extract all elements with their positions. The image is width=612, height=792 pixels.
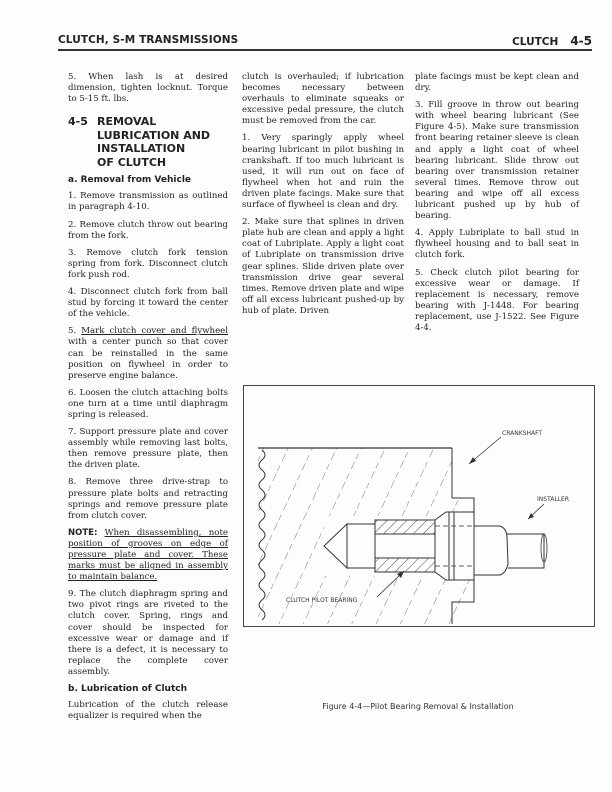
removal-step-9: 9. The clutch diaphragm spring and two pivot rings are riveted to the clutch cover. Spring, rings and cover should be inspected for excessive wear or damage and if there is a defect, it is necessary to replace the complete cover assembly. (68, 589, 228, 677)
note (68, 528, 228, 583)
underlined-text: Mark clutch cover and flywheel (81, 326, 228, 337)
label-clutch-pilot-bearing: CLUTCH PILOT BEARING (286, 597, 358, 604)
label-installer: INSTALLER (537, 496, 570, 503)
label-crankshaft: CRANKSHAFT (502, 430, 543, 437)
removal-step-7: 7. Support pressure plate and cover assembly while removing last bolts, then remove pressure plate, then the driven plate. (68, 427, 228, 471)
header-section-title: CLUTCH, S-M TRANSMISSIONS (58, 34, 239, 46)
section-heading (68, 115, 228, 169)
subheading-removal: a. Removal from Vehicle (68, 175, 192, 186)
pilot-bearing-diagram (244, 386, 594, 626)
note-label: NOTE: (68, 527, 98, 538)
subheading-lubrication: b. Lubrication of Clutch (68, 684, 187, 695)
removal-step-2: 2. Remove clutch throw out bearing from the fork. (68, 219, 228, 241)
figure-pilot-bearing (243, 385, 595, 627)
lubrication-intro-cont: clutch is overhauled; if lubrication becomes necessary between overhauls to eliminate squeaks or excessive pedal pressure, the clutch must be removed from the car. (242, 72, 404, 127)
removal-step-5 (68, 326, 228, 381)
removal-step-1: 1. Remove transmission as outlined in paragraph 4-10. (68, 191, 228, 213)
column-1 (68, 72, 228, 728)
lubrication-step-5: 5. Check clutch pilot bearing for excessive wear or damage. If replacement is necessary, remove bearing with J-1448. For bearing replacement, use J-1522. See Figure 4-4. (415, 267, 579, 333)
heading-line: LUBRICATION AND (97, 128, 211, 142)
section-number: 4-5 (68, 115, 88, 129)
header-chapter (512, 34, 592, 48)
running-header (58, 33, 592, 51)
heading-line: REMOVAL (97, 115, 157, 129)
step-number: 5. (68, 326, 77, 337)
note-text: When disassembling, note position of grooves on edge of pressure plate and cover. These marks must be aligned in assembly to maintain balance. (68, 527, 229, 583)
lubrication-step-4: 4. Apply Lubriplate to ball stud in flywheel housing and to ball seat in clutch fork. (415, 228, 579, 261)
heading-line: OF CLUTCH (97, 155, 167, 169)
lubrication-step-1: 1. Very sparingly apply wheel bearing lubricant in pilot bushing in crankshaft. If too much lubricant is used, it will run out on face of flywheel when hot and ruin the driven plate facings. Make sure that surface of flywheel is clean and dry. (242, 133, 404, 211)
removal-step-6: 6. Loosen the clutch attaching bolts one turn at a time until diaphragm spring is released. (68, 387, 228, 420)
lubrication-step-2-cont: plate facings must be kept clean and dry. (415, 72, 579, 94)
removal-step-3: 3. Remove clutch fork tension spring from fork. Disconnect clutch fork push rod. (68, 247, 228, 280)
step-5-lash: 5. When lash is at desired dimension, tighten locknut. Torque to 5-15 ft. lbs. (68, 72, 228, 105)
removal-step-8: 8. Remove three drive-strap to pressure plate bolts and retracting springs and remove pressure plate from clutch cover. (68, 477, 228, 521)
page-number: 4-5 (570, 34, 592, 48)
header-chapter-title: CLUTCH (512, 36, 559, 48)
column-2 (242, 72, 404, 323)
lubrication-step-2: 2. Make sure that splines in driven plate hub are clean and apply a light coat of Lubriplate. Apply a light coat of Lubriplate on transmission drive gear splines. Slide driven plate over transmission drive gear several times. Remove driven plate and wipe off all excess lubricant pushed-up by hub of plate. Driven (242, 217, 404, 316)
column-3 (415, 72, 579, 340)
figure-caption: Figure 4-4—Pilot Bearing Removal & Installation (322, 702, 514, 711)
lubrication-intro: Lubrication of the clutch release equalizer is required when the (68, 700, 228, 722)
heading-line: INSTALLATION (97, 142, 186, 156)
step-text: with a center punch so that cover can be reinstalled in the same position on flywheel in order to preserve engine balance. (68, 337, 228, 381)
removal-step-4: 4. Disconnect clutch fork from ball stud by forcing it toward the center of the vehicle. (68, 287, 228, 320)
lubrication-step-3: 3. Fill groove in throw out bearing with wheel bearing lubricant (See Figure 4-5). Make sure transmission front bearing retainer sleeve is clean and apply a light coat of wheel bearing lubricant. Slide throw out bearing over transmission retainer several times. Remove throw out bearing and wipe off all excess lubricant pushed up by hub of bearing. (415, 100, 579, 222)
